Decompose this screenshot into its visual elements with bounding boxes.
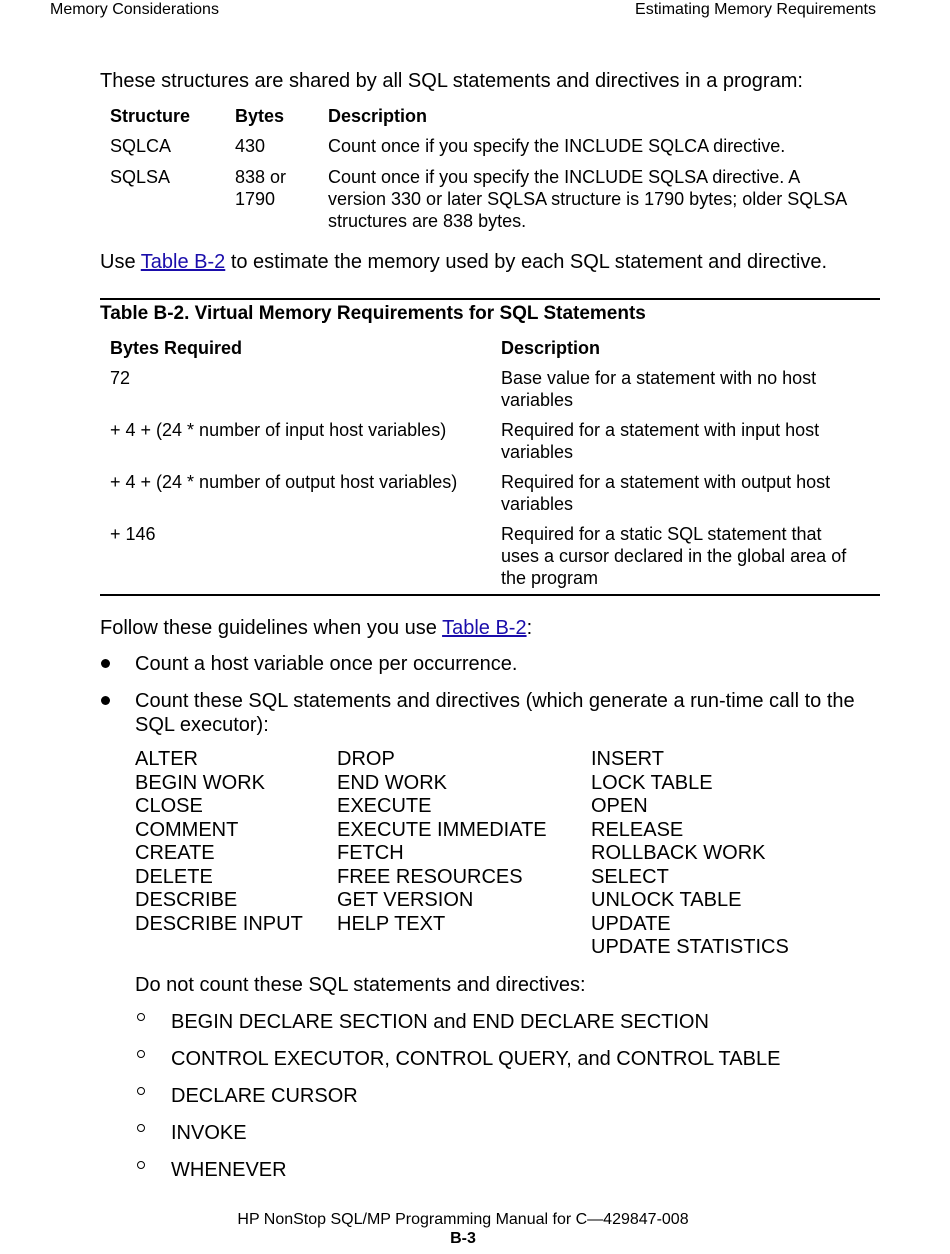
- structures-cell-bytes: 430: [235, 136, 266, 156]
- table-caption: Table B-2. Virtual Memory Requirements for SQL Statements: [100, 303, 646, 324]
- guidelines-text-after: :: [526, 617, 533, 639]
- running-header-left: Memory Considerations: [50, 1, 219, 18]
- structures-cell-description: Count once if you specify the INCLUDE SQLSA directive. A: [328, 167, 801, 187]
- table-header-description: Description: [501, 338, 601, 358]
- statement-item: FETCH: [337, 842, 404, 864]
- statement-item: UNLOCK TABLE: [591, 889, 742, 911]
- bullet-item: Count these SQL statements and directives (which generate a run-time call to the: [135, 690, 855, 712]
- table-cell-description: Required for a static SQL statement that: [501, 524, 822, 544]
- page-number: B-3: [450, 1230, 476, 1247]
- structures-cell-description: version 330 or later SQLSA structure is 1790 bytes; older SQLSA: [328, 189, 848, 209]
- guidelines-paragraph: [100, 616, 532, 640]
- structures-header-bytes: Bytes: [235, 106, 285, 126]
- statement-item: EXECUTE: [337, 795, 432, 817]
- sub-bullet-icon: [137, 1124, 145, 1132]
- structures-header-description: Description: [328, 106, 428, 126]
- structures-cell-structure: SQLSA: [110, 167, 171, 187]
- bullet-item: Count a host variable once per occurrence.: [135, 653, 518, 675]
- use-table-paragraph: [100, 250, 827, 274]
- sub-bullet-icon: [137, 1013, 145, 1021]
- not-count-item: INVOKE: [171, 1122, 247, 1144]
- statement-item: FREE RESOURCES: [337, 865, 523, 888]
- bullet-icon: [101, 659, 110, 668]
- table-cell-bytes: + 4 + (24 * number of input host variables): [110, 420, 447, 440]
- guidelines-text-before: Follow these guidelines when you use: [100, 617, 443, 639]
- not-count-item: WHENEVER: [171, 1159, 287, 1181]
- table-cell-description: variables: [501, 442, 574, 462]
- statement-item: DROP: [337, 748, 395, 770]
- table-cell-description: Required for a statement with input host: [501, 420, 820, 440]
- structures-cell-bytes: 838 or: [235, 167, 287, 187]
- not-count-intro: Do not count these SQL statements and directives:: [135, 974, 586, 996]
- statement-item: DESCRIBE INPUT: [135, 912, 303, 935]
- not-count-item: BEGIN DECLARE SECTION and END DECLARE SECTION: [171, 1011, 709, 1033]
- table-header-bytes-required: Bytes Required: [110, 338, 243, 358]
- table-cell-description: uses a cursor declared in the global area of: [501, 546, 847, 566]
- statement-column-2: [337, 748, 547, 936]
- table-cell-description: the program: [501, 568, 599, 588]
- statement-item: OPEN: [591, 795, 648, 817]
- bullet-item-continued: SQL executor):: [135, 714, 269, 736]
- structures-cell-structure: SQLCA: [110, 136, 172, 156]
- use-table-text-before: Use: [100, 251, 141, 273]
- table-cell-bytes: 72: [110, 368, 131, 388]
- table-cell-description: variables: [501, 390, 574, 410]
- statement-item: SELECT: [591, 865, 669, 888]
- table-b2-link[interactable]: Table B-2: [140, 251, 226, 273]
- statement-item: BEGIN WORK: [135, 771, 266, 794]
- table-b2-link[interactable]: Table B-2: [442, 617, 527, 639]
- statement-item: INSERT: [591, 748, 664, 770]
- structures-cell-bytes: 1790: [235, 189, 276, 209]
- statement-item: RELEASE: [591, 818, 684, 841]
- statement-item: CLOSE: [135, 795, 203, 817]
- table-bottom-rule: [100, 594, 880, 596]
- statement-column-1: [135, 748, 303, 936]
- use-table-text-after: to estimate the memory used by each SQL statement and directive.: [225, 251, 828, 273]
- table-cell-description: Required for a statement with output host: [501, 472, 831, 492]
- not-count-item: CONTROL EXECUTOR, CONTROL QUERY, and CONTROL TABLE: [171, 1048, 781, 1070]
- table-cell-description: variables: [501, 494, 574, 514]
- running-header-right: Estimating Memory Requirements: [635, 1, 876, 18]
- table-cell-bytes: + 4 + (24 * number of output host variables): [110, 472, 458, 492]
- statement-item: END WORK: [337, 771, 447, 794]
- bullet-icon: [101, 696, 110, 705]
- sub-bullet-icon: [137, 1050, 145, 1058]
- statement-item: GET VERSION: [337, 889, 474, 911]
- statement-item: CREATE: [135, 842, 215, 864]
- footer-title: HP NonStop SQL/MP Programming Manual for C—429847-008: [237, 1211, 689, 1228]
- statement-item: DELETE: [135, 865, 213, 888]
- statement-item: UPDATE STATISTICS: [591, 936, 789, 958]
- statement-item: ROLLBACK WORK: [591, 842, 766, 864]
- statement-item: DESCRIBE: [135, 889, 238, 911]
- table-top-rule: [100, 298, 880, 300]
- not-count-item: DECLARE CURSOR: [171, 1085, 358, 1107]
- structures-header-structure: Structure: [110, 106, 191, 126]
- statement-item: EXECUTE IMMEDIATE: [337, 818, 547, 841]
- statement-item: HELP TEXT: [337, 912, 446, 935]
- structures-cell-description: structures are 838 bytes.: [328, 211, 527, 231]
- sub-bullet-icon: [137, 1161, 145, 1169]
- table-cell-description: Base value for a statement with no host: [501, 368, 817, 388]
- table-cell-bytes: + 146: [110, 524, 156, 544]
- statement-item: COMMENT: [135, 818, 239, 841]
- statement-item: UPDATE: [591, 912, 671, 935]
- structures-cell-description: Count once if you specify the INCLUDE SQLCA directive.: [328, 136, 786, 156]
- statement-item: ALTER: [135, 748, 198, 770]
- intro-paragraph: These structures are shared by all SQL statements and directives in a program:: [100, 70, 803, 92]
- statement-item: LOCK TABLE: [591, 771, 713, 794]
- statement-column-3: [591, 748, 789, 960]
- sub-bullet-icon: [137, 1087, 145, 1095]
